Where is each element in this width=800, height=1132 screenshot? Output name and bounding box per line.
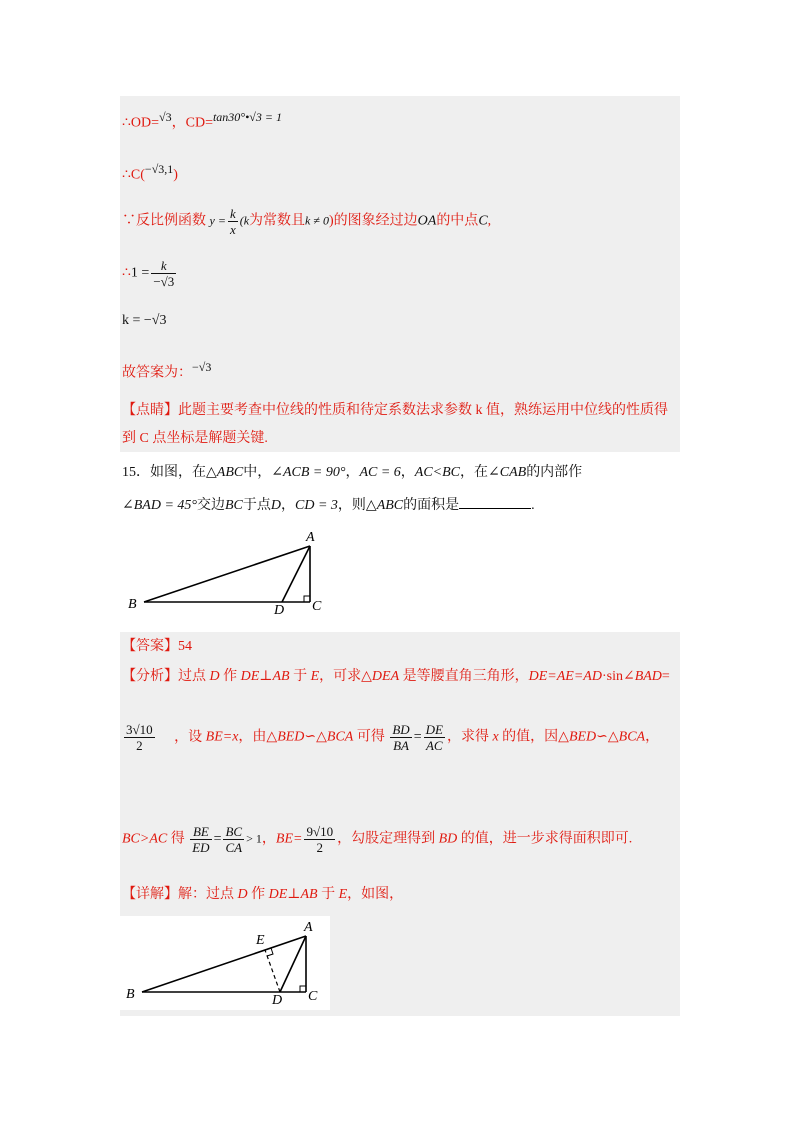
triangle-figure-2 [120, 916, 330, 1010]
right-angle-mark [304, 596, 310, 602]
segment-ba [144, 546, 310, 602]
label-a: A [306, 530, 315, 545]
problem-15-line-1: 15．如图，在△ABC中，∠ACB = 90°，AC = 6，AC<BC，在∠CAB的内部作 [122, 465, 583, 480]
label-e: E [256, 933, 265, 948]
solution-line-k-eq: ∴1 = $\frac{k}{-√3}$ [122, 258, 175, 289]
segment-ad [280, 936, 306, 992]
solution-line-c: ∴C($^{-√3,1}$) [122, 162, 178, 183]
answer-label: 【答案】54 [122, 639, 192, 654]
fraction-k-over-neg-root3: $\frac{k}{-√3}$ [153, 258, 175, 289]
label-b: B [126, 987, 135, 1002]
analysis-line-1: 【分析】过点 D 作 DE⊥AB 于 E，可求△DEA 是等腰直角三角形，DE=AE=AD·sin∠BAD= [122, 669, 670, 684]
fraction-3root10-over-2: $\frac{3√10}{2}$ [126, 722, 153, 753]
fraction-9root10-over-2: $\frac{9√10}{2}$ [306, 824, 334, 855]
analysis-line-3: BC>AC 得 $\frac{BE}{ED}$ = $\frac{BC}{CA}$ > 1，BE= $\frac{9√10}{2}$ ，勾股定理得到 BD 的值，进一步求得面积即可. [122, 824, 633, 855]
solution-line-final-answer: 故答案为：$^{-√3}$ [122, 360, 212, 381]
label-a: A [304, 920, 313, 935]
label-d: D [272, 993, 283, 1008]
label-d: D [274, 603, 285, 618]
comment-line-2: 到 C 点坐标是解题关键. [122, 431, 268, 446]
right-angle-mark-c [300, 986, 306, 992]
fraction-bc-over-ca: $\frac{BC}{CA}$ [225, 824, 243, 855]
triangle-figure-1 [124, 528, 344, 618]
detail-line: 【详解】解：过点 D 作 DE⊥AB 于 E，如图， [122, 887, 404, 902]
solution-line-k-value: k = −√3 [122, 313, 167, 328]
comment-line-1: 【点睛】此题主要考查中位线的性质和待定系数法求参数 k 值，熟练运用中位线的性质得 [122, 403, 668, 418]
answer-blank [459, 496, 531, 509]
problem-15-line-2: ∠BAD = 45°交边BC于点D，CD = 3，则△ABC的面积是 . [122, 498, 535, 513]
fraction-be-over-ed: $\frac{BE}{ED}$ [192, 824, 210, 855]
analysis-line-2: $\frac{3√10}{2}$ ，设 BE=x，由△BED∽△BCA 可得 $\frac{BD}{BA}$ = $\frac{DE}{AC}$ ，求得 x 的值，因△BED∽△BCA， [126, 722, 660, 753]
segment-ba [142, 936, 306, 992]
fraction-k-over-x: $\frac{k}{x}$ [229, 206, 236, 237]
label-c: C [308, 989, 318, 1004]
label-c: C [312, 599, 322, 614]
fraction-de-over-ac: $\frac{DE}{AC}$ [425, 722, 443, 753]
label-b: B [128, 597, 137, 612]
fraction-bd-over-ba: $\frac{BD}{BA}$ [392, 722, 410, 753]
solution-line-function: ∵反比例函数 y = $\frac{k}{x}$ (k为常数且k ≠ 0)的图象经过边OA的中点C, [122, 206, 492, 237]
solution-box-prev [120, 96, 680, 452]
solution-line-od: ∴OD=$^{√3}$，CD=$^{tan30^\circ•√3 = 1}$ [122, 110, 282, 131]
